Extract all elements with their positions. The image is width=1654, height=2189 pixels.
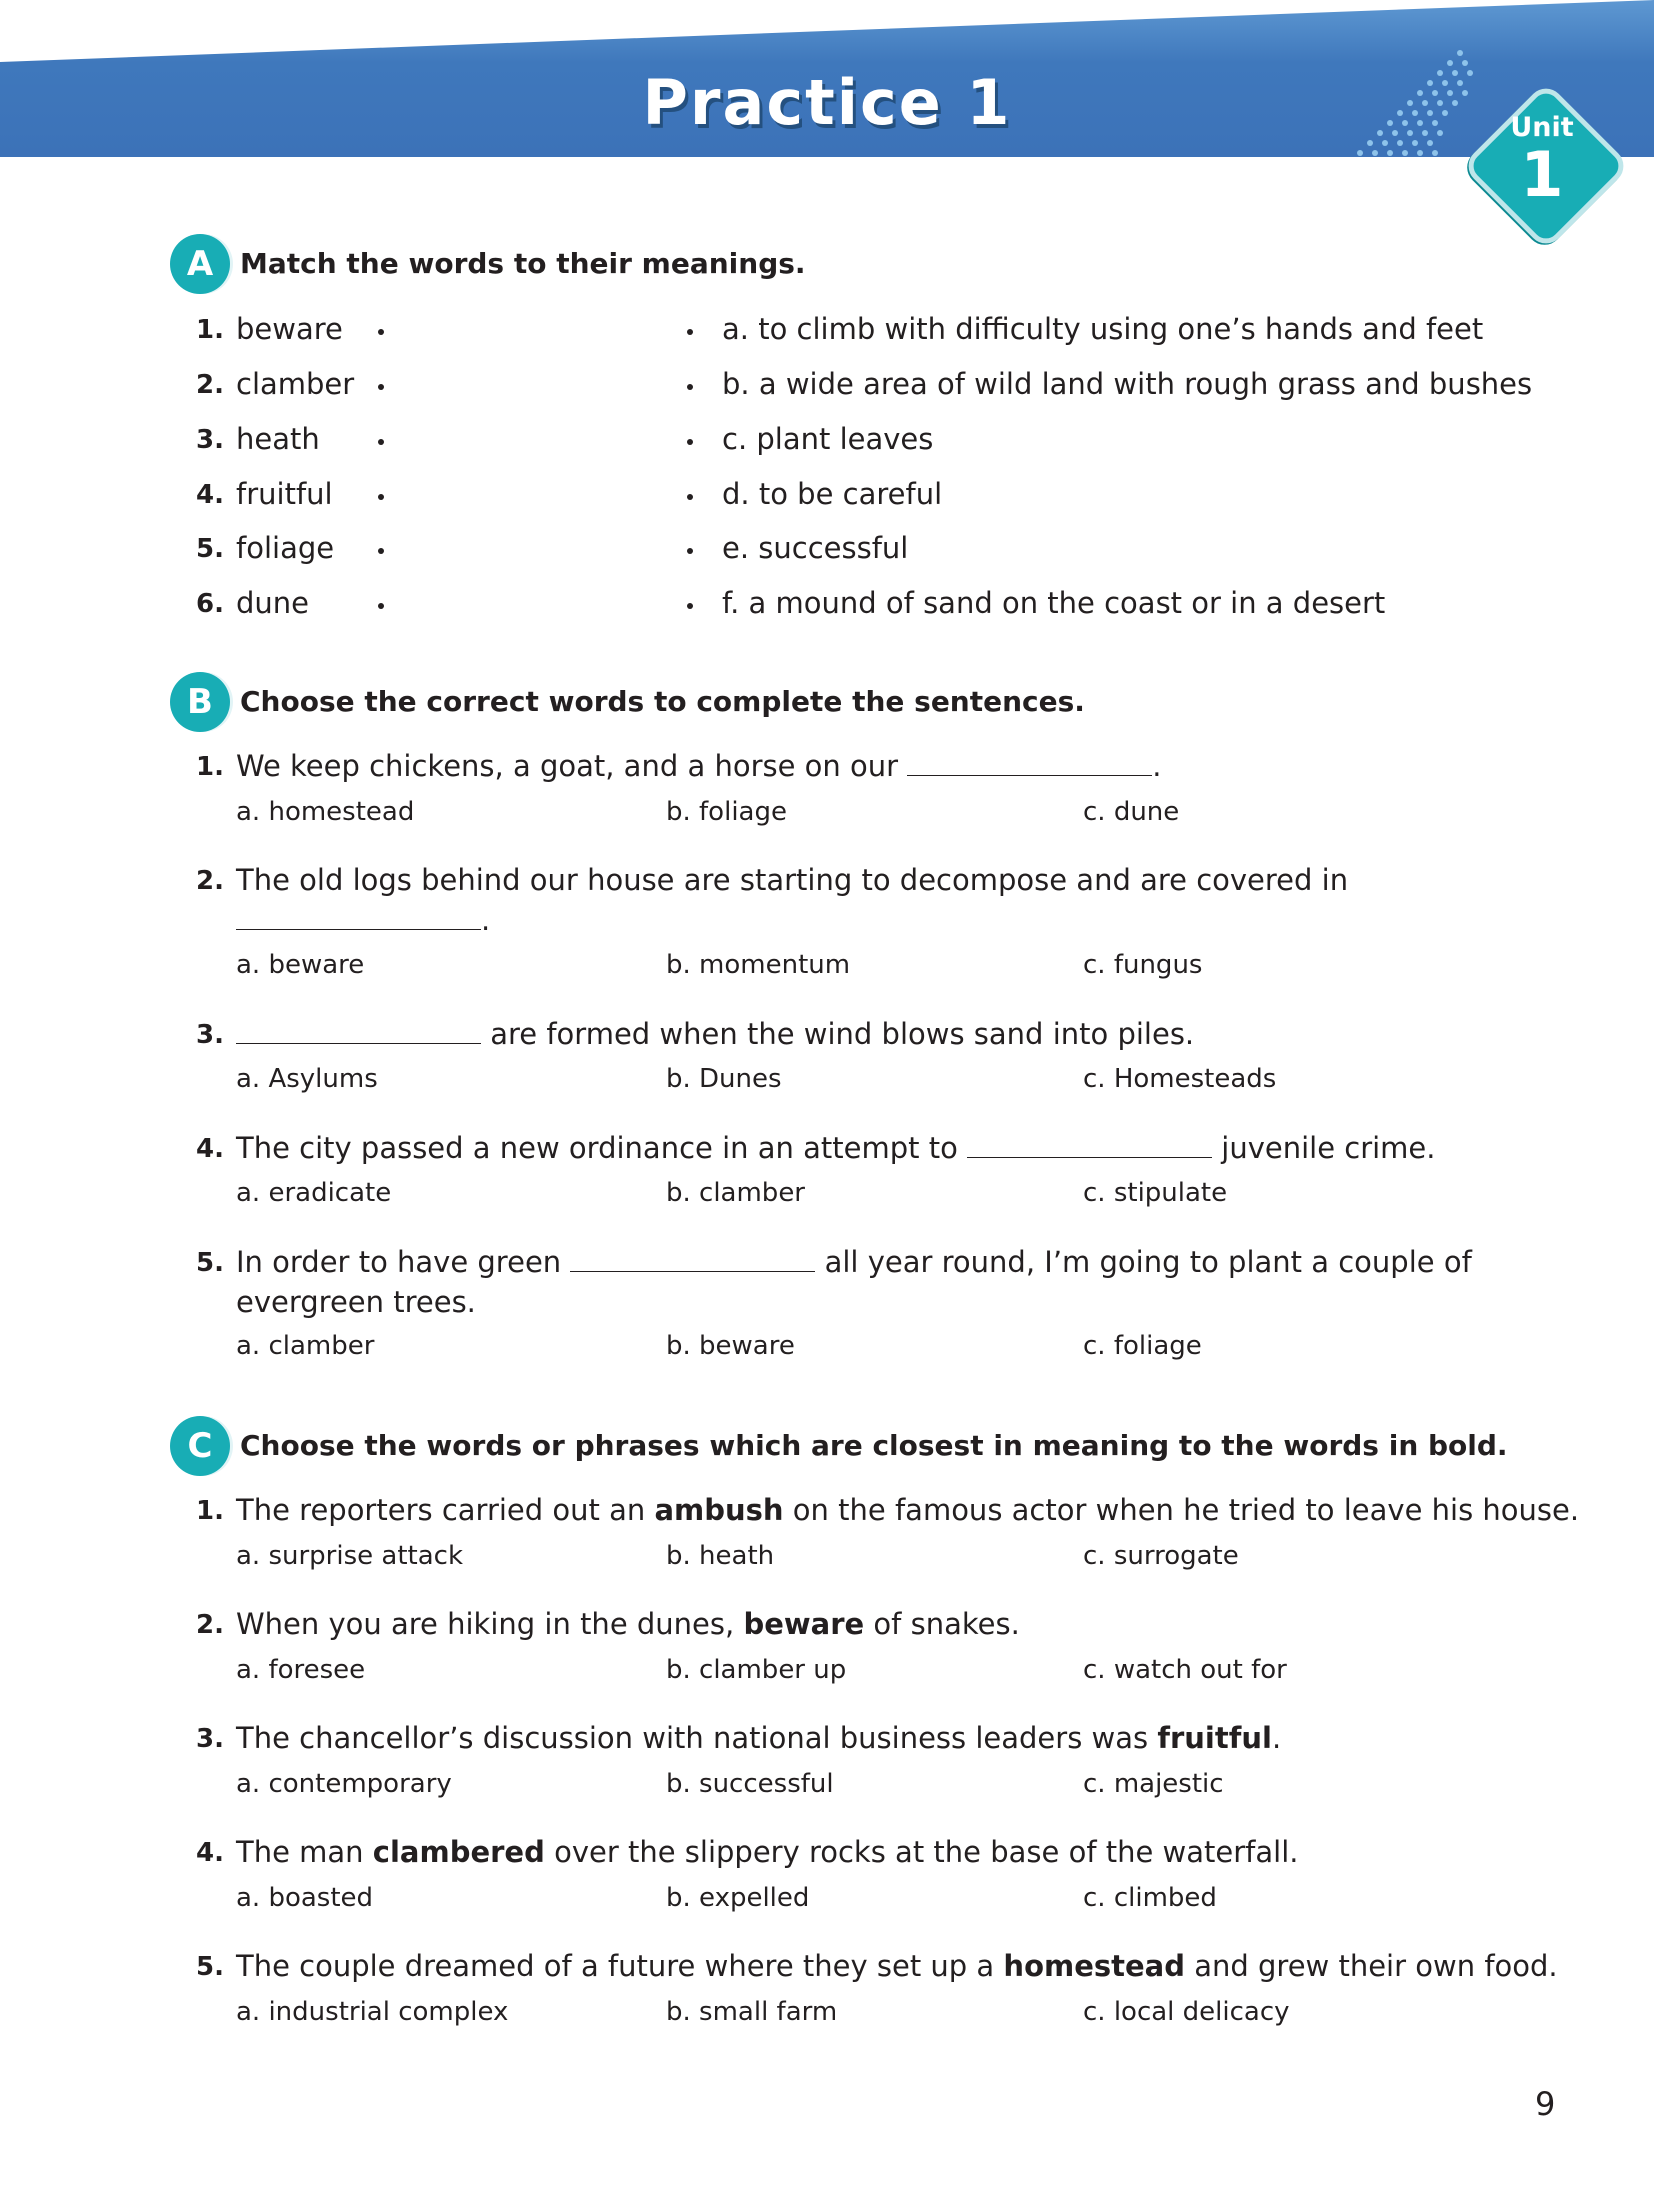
match-dot-right[interactable] xyxy=(687,439,693,445)
question-text: and grew their own food. xyxy=(1185,1949,1558,1983)
question-number: 3. xyxy=(196,1724,224,1754)
bold-word: clambered xyxy=(372,1835,545,1869)
meaning-d: d. to be careful xyxy=(722,477,943,511)
word-number: 2. xyxy=(196,370,224,400)
match-dot-right[interactable] xyxy=(687,603,693,609)
answer-blank[interactable] xyxy=(907,749,1152,776)
question-b2: The old logs behind our house are starting to decompose and are covered in xyxy=(236,863,1349,897)
section-b-instruction: Choose the correct words to complete the sentences. xyxy=(240,685,1085,718)
option-b[interactable]: b. foliage xyxy=(666,797,787,827)
option-b[interactable]: b. clamber xyxy=(666,1178,806,1208)
option-b[interactable]: b. small farm xyxy=(666,1997,838,2027)
meaning-a: a. to climb with difficulty using one’s hands and feet xyxy=(722,312,1484,346)
unit-badge xyxy=(1462,82,1622,242)
word-beware: beware xyxy=(236,312,343,346)
decorative-dots-icon xyxy=(1355,48,1475,158)
word-foliage: foliage xyxy=(236,531,335,565)
question-number: 1. xyxy=(196,752,224,782)
option-c[interactable]: c. stipulate xyxy=(1083,1178,1228,1208)
match-dot-left[interactable] xyxy=(378,548,384,554)
option-b[interactable]: b. momentum xyxy=(666,950,851,980)
option-c[interactable]: c. dune xyxy=(1083,797,1180,827)
question-number: 3. xyxy=(196,1020,224,1050)
question-c4 xyxy=(236,1835,1299,1869)
question-b5-line2: evergreen trees. xyxy=(236,1285,476,1319)
option-b[interactable]: b. heath xyxy=(666,1541,775,1571)
answer-blank[interactable] xyxy=(236,903,481,930)
option-b[interactable]: b. Dunes xyxy=(666,1064,782,1094)
option-c[interactable]: c. watch out for xyxy=(1083,1655,1287,1685)
question-b4 xyxy=(236,1131,1436,1165)
question-text: The man xyxy=(236,1835,373,1869)
word-number: 5. xyxy=(196,534,224,564)
option-c[interactable]: c. Homesteads xyxy=(1083,1064,1277,1094)
question-text: The couple dreamed of a future where they set up a xyxy=(236,1949,1004,1983)
meaning-b: b. a wide area of wild land with rough grass and bushes xyxy=(722,367,1533,401)
option-a[interactable]: a. foresee xyxy=(236,1655,366,1685)
bold-word: fruitful xyxy=(1157,1721,1272,1755)
match-dot-right[interactable] xyxy=(687,548,693,554)
answer-blank[interactable] xyxy=(967,1131,1212,1158)
question-text: . xyxy=(1271,1721,1282,1755)
option-a[interactable]: a. industrial complex xyxy=(236,1997,509,2027)
option-c[interactable]: c. local delicacy xyxy=(1083,1997,1290,2027)
section-a-badge: A xyxy=(170,234,230,294)
answer-blank[interactable] xyxy=(236,1017,481,1044)
match-dot-left[interactable] xyxy=(378,329,384,335)
word-heath: heath xyxy=(236,422,320,456)
option-a[interactable]: a. beware xyxy=(236,950,365,980)
bold-word: homestead xyxy=(1003,1949,1185,1983)
question-b1 xyxy=(236,749,1161,783)
option-a[interactable]: a. homestead xyxy=(236,797,415,827)
question-c1 xyxy=(236,1493,1579,1527)
match-dot-left[interactable] xyxy=(378,494,384,500)
question-text: over the slippery rocks at the base of the waterfall. xyxy=(544,1835,1299,1869)
word-number: 4. xyxy=(196,480,224,510)
section-b-badge: B xyxy=(170,672,230,732)
question-text: The city passed a new ordinance in an attempt to xyxy=(236,1131,968,1165)
match-dot-left[interactable] xyxy=(378,603,384,609)
question-text: all year round, I’m going to plant a couple of xyxy=(815,1245,1472,1279)
question-text: The reporters carried out an xyxy=(236,1493,655,1527)
word-dune: dune xyxy=(236,586,310,620)
option-a[interactable]: a. contemporary xyxy=(236,1769,452,1799)
question-b2-line2 xyxy=(236,903,490,937)
page-title: Practice 1 xyxy=(642,66,1012,139)
option-b[interactable]: b. beware xyxy=(666,1331,795,1361)
question-b5 xyxy=(236,1245,1472,1279)
section-a-instruction: Match the words to their meanings. xyxy=(240,247,806,280)
option-c[interactable]: c. majestic xyxy=(1083,1769,1224,1799)
question-c2 xyxy=(236,1607,1020,1641)
meaning-c: c. plant leaves xyxy=(722,422,934,456)
option-b[interactable]: b. clamber up xyxy=(666,1655,847,1685)
answer-blank[interactable] xyxy=(570,1245,815,1272)
unit-label: Unit xyxy=(1510,112,1574,143)
bold-word: ambush xyxy=(654,1493,784,1527)
option-c[interactable]: c. foliage xyxy=(1083,1331,1202,1361)
question-text: When you are hiking in the dunes, xyxy=(236,1607,744,1641)
option-a[interactable]: a. Asylums xyxy=(236,1064,378,1094)
match-dot-right[interactable] xyxy=(687,329,693,335)
question-number: 4. xyxy=(196,1838,224,1868)
word-number: 6. xyxy=(196,589,224,619)
section-c-instruction: Choose the words or phrases which are closest in meaning to the words in bold. xyxy=(240,1429,1508,1462)
question-text: on the famous actor when he tried to leave his house. xyxy=(783,1493,1580,1527)
meaning-f: f. a mound of sand on the coast or in a desert xyxy=(722,586,1386,620)
word-fruitful: fruitful xyxy=(236,477,333,511)
question-c5 xyxy=(236,1949,1558,1983)
meaning-e: e. successful xyxy=(722,531,909,565)
question-number: 4. xyxy=(196,1134,224,1164)
unit-number: 1 xyxy=(1520,138,1564,211)
match-dot-left[interactable] xyxy=(378,439,384,445)
question-number: 2. xyxy=(196,1610,224,1640)
bold-word: beware xyxy=(743,1607,865,1641)
question-text: The chancellor’s discussion with national business leaders was xyxy=(236,1721,1158,1755)
question-text: juvenile crime. xyxy=(1212,1131,1436,1165)
question-text: are formed when the wind blows sand into piles. xyxy=(481,1017,1195,1051)
option-b[interactable]: b. successful xyxy=(666,1769,834,1799)
word-number: 1. xyxy=(196,315,224,345)
question-text: of snakes. xyxy=(864,1607,1020,1641)
match-dot-right[interactable] xyxy=(687,384,693,390)
option-b[interactable]: b. expelled xyxy=(666,1883,810,1913)
question-c3 xyxy=(236,1721,1281,1755)
page-number: 9 xyxy=(1535,2085,1556,2123)
question-number: 5. xyxy=(196,1248,224,1278)
option-c[interactable]: c. fungus xyxy=(1083,950,1203,980)
question-text: We keep chickens, a goat, and a horse on our xyxy=(236,749,908,783)
question-number: 2. xyxy=(196,866,224,896)
question-number: 5. xyxy=(196,1952,224,1982)
question-text: In order to have green xyxy=(236,1245,571,1279)
question-text: . xyxy=(481,903,491,937)
match-dot-right[interactable] xyxy=(687,494,693,500)
option-a[interactable]: a. boasted xyxy=(236,1883,374,1913)
option-c[interactable]: c. climbed xyxy=(1083,1883,1217,1913)
question-b3 xyxy=(236,1017,1194,1051)
question-number: 1. xyxy=(196,1496,224,1526)
option-a[interactable]: a. clamber xyxy=(236,1331,375,1361)
word-clamber: clamber xyxy=(236,367,355,401)
option-a[interactable]: a. eradicate xyxy=(236,1178,392,1208)
word-number: 3. xyxy=(196,425,224,455)
option-c[interactable]: c. surrogate xyxy=(1083,1541,1239,1571)
match-dot-left[interactable] xyxy=(378,384,384,390)
section-c-badge: C xyxy=(170,1416,230,1476)
question-text: . xyxy=(1152,749,1162,783)
option-a[interactable]: a. surprise attack xyxy=(236,1541,464,1571)
